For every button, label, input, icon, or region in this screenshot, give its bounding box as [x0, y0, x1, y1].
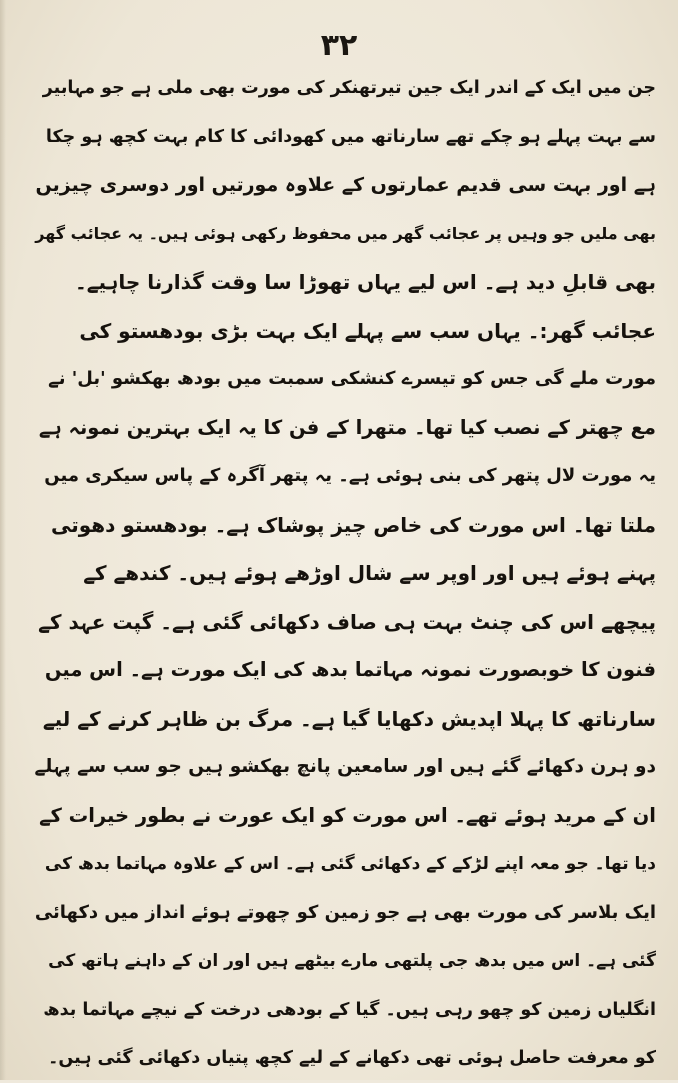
text-line: کو معرفت حاصل ہوئی تھی دکھانے کے لیے کچھ پتیاں دکھائی گئی ہیں۔ — [48, 1048, 656, 1068]
text-line: ایک بلاسر کی مورت بھی ہے جو زمین کو چھوتے ہوئے انداز میں دکھائی — [34, 901, 656, 923]
text-line: بھی قابلِ دید ہے۔ اس لیے یہاں تھوڑا سا وقت گذارنا چاہیے۔ — [75, 270, 656, 294]
text-line: سے بہت پہلے ہو چکے تھے سارناتھ میں کھودائی کا کام بہت کچھ ہو چکا — [45, 126, 656, 147]
text-line: گئی ہے۔ اس میں بدھ جی پلتھی مارے بیٹھے ہیں اور ان کے داہنے ہاتھ کی — [48, 951, 656, 971]
text-line: بھی ملیں جو وہیں پر عجائب گھر میں محفوظ رکھی ہوئی ہیں۔ یہ عجائب گھر — [35, 223, 656, 243]
text-line: یہ مورت لال پتھر کی بنی ہوئی ہے۔ یہ پتھر آگرہ کے پاس سیکری میں — [44, 465, 656, 486]
text-line: ہے اور بہت سی قدیم عمارتوں کے علاوہ مورتیں اور دوسری چیزیں — [35, 174, 656, 196]
text-line: دیا تھا۔ جو معہ اپنے لڑکے کے دکھائی گئی ہے۔ اس کے علاوہ مہاتما بدھ کی — [44, 854, 656, 874]
text-line: عجائب گھر:۔ یہاں سب سے پہلے ایک بہت بڑی بودھستو کی — [79, 318, 656, 343]
text-line: دو ہرن دکھائے گئے ہیں اور سامعین پانچ بھکشو ہیں جو سب سے پہلے — [34, 756, 656, 777]
body-text — [34, 64, 656, 1083]
text-line: ملتا تھا۔ اس مورت کی خاص چیز پوشاک ہے۔ بودھستو دھوتی — [51, 512, 656, 537]
text-line: پہنے ہوئے ہیں اور اوپر سے شال اوڑھے ہوئے ہیں۔ کندھے کے — [83, 561, 656, 585]
text-line: فنون کا خوبصورت نمونہ مہاتما بدھ کی ایک مورت ہے۔ اس میں — [44, 658, 656, 681]
text-line: مع چھتر کے نصب کیا تھا۔ متھرا کے فن کا یہ ایک بہترین نمونہ ہے — [38, 415, 656, 439]
text-line: جن میں ایک کے اندر ایک جین تیرتھنکر کی مورت بھی ملی ہے جو مہابیر — [42, 78, 656, 98]
text-line: مورت ملے گی جس کو تیسرے کنشکی سمبت میں بودھ بھکشو 'بل' نے — [48, 368, 656, 389]
page-edge-shadow — [0, 0, 6, 1080]
text-line: انگلیاں زمین کو چھو رہی ہیں۔ گیا کے بودھی درخت کے نیچے مہاتما بدھ — [43, 999, 656, 1020]
page-number: ۳۲ — [320, 28, 358, 63]
text-line: پیچھے اس کی چنٹ بہت ہی صاف دکھائی گئی ہے۔ گپت عہد کے — [38, 609, 656, 634]
text-line: سارناتھ کا پہلا اپدیش دکھایا گیا ہے۔ مرگ بن ظاہر کرنے کے لیے — [42, 706, 656, 731]
text-line: ان کے مرید ہوئے تھے۔ اس مورت کو ایک عورت نے بطور خیرات کے — [39, 803, 656, 827]
